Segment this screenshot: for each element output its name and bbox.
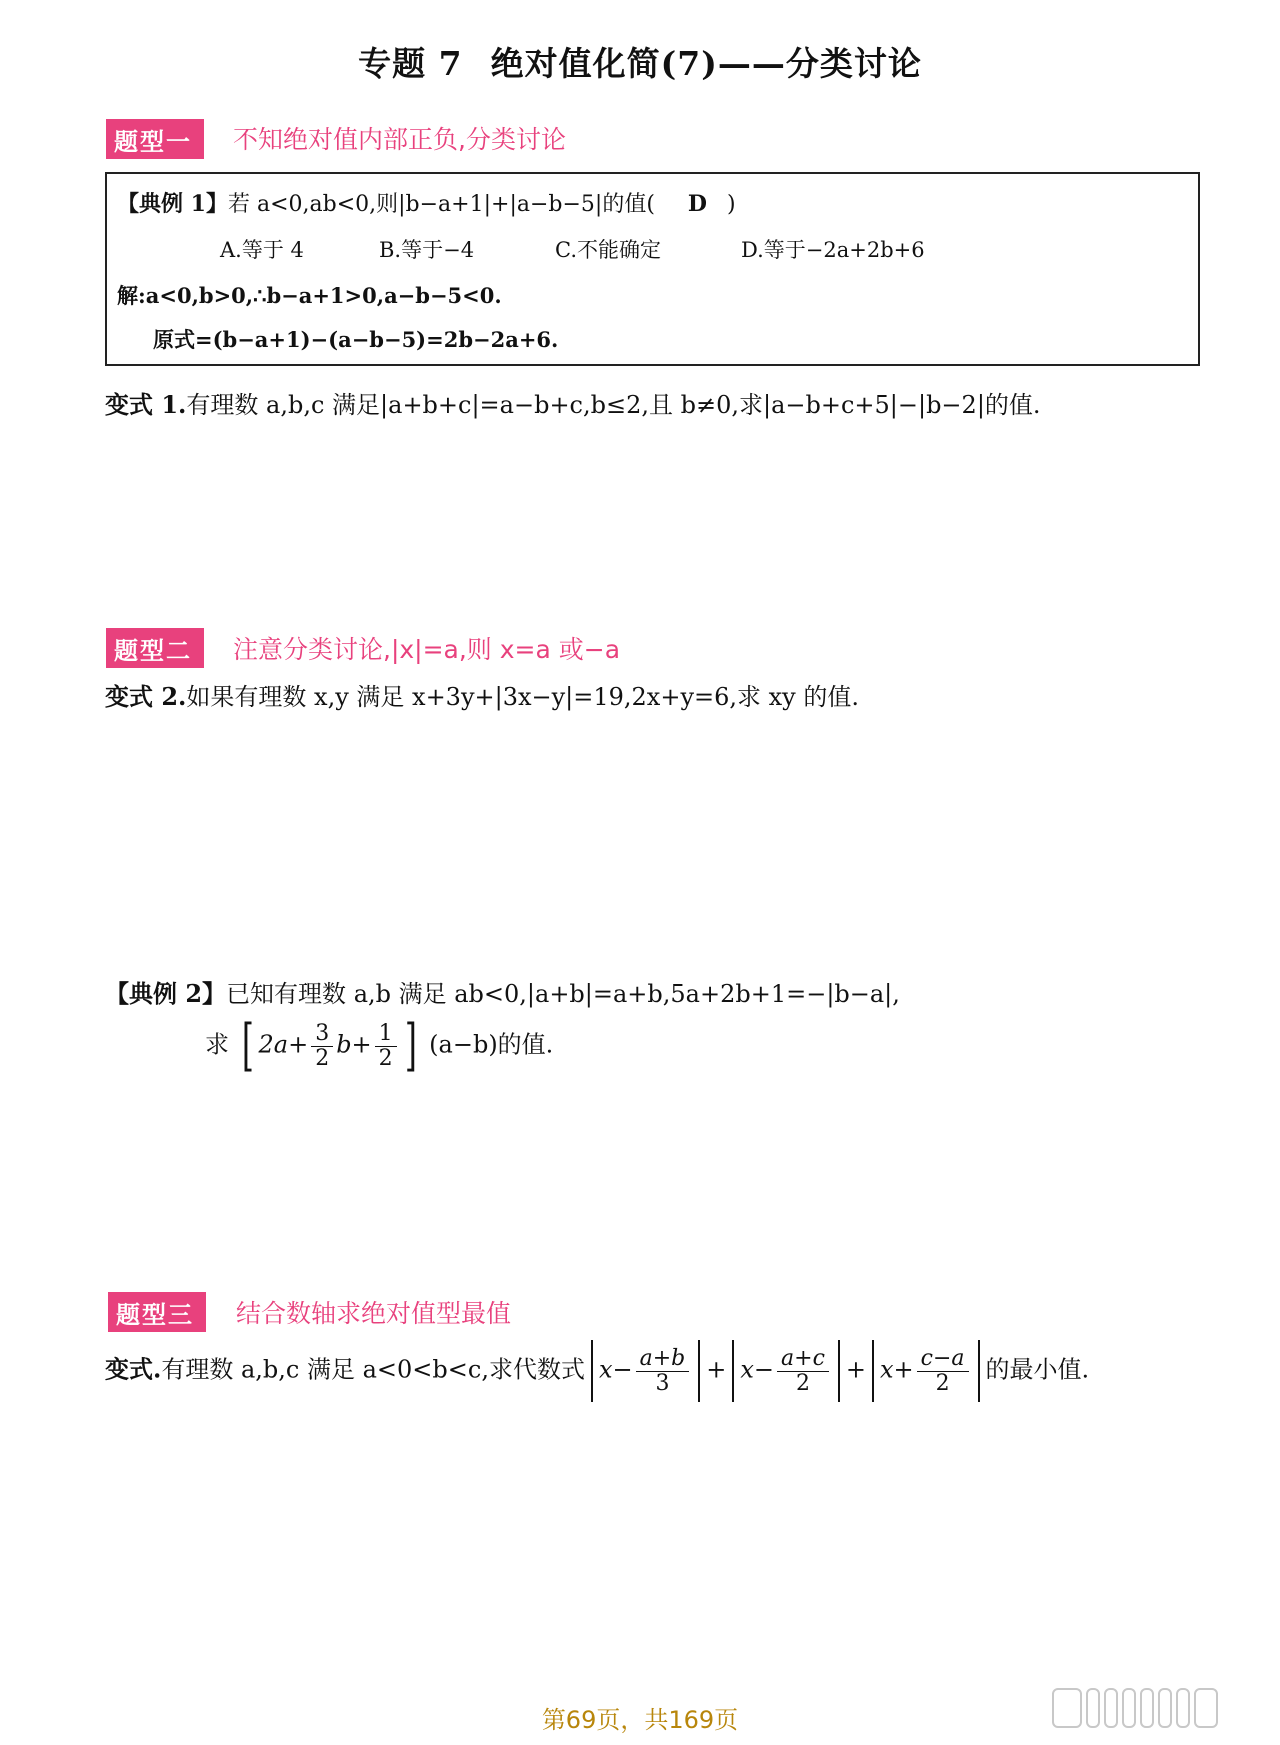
fraction-a-plus-c-over-2: $\frac{a+c}{2}$: [777, 1347, 829, 1394]
topic-number: 专题 7: [358, 44, 463, 83]
example2-ask: [205, 1013, 554, 1078]
variant3: [105, 1340, 1089, 1402]
term-x3: x+: [880, 1355, 914, 1384]
solution-label: 解:: [117, 283, 146, 308]
example1-label: 【典例 1】: [117, 191, 228, 217]
fraction-c-minus-a-over-2: $\frac{c-a}{2}$: [917, 1347, 969, 1394]
example2-term1: 2a+: [258, 1030, 309, 1059]
fraction-3-2: $\frac{3}{2}$: [311, 1022, 333, 1069]
term-x2: x−: [740, 1355, 775, 1384]
variant2: [105, 677, 859, 712]
example1-option-c: C.不能确定: [555, 238, 661, 262]
example1-question-text: 若 a<0,ab<0,则|b−a+1|+|a−b−5|的值(: [227, 192, 655, 217]
section3-desc: 结合数轴求绝对值型最值: [236, 1299, 512, 1328]
topic-title: 绝对值化简(7)——分类讨论: [490, 44, 922, 83]
example2-text: 已知有理数 a,b 满足 ab<0,|a+b|=a+b,5a+2b+1=−|b−a|,: [226, 980, 900, 1008]
abs-bar-icon: [591, 1340, 593, 1402]
page-footer: 第69页，共169页: [541, 1706, 739, 1734]
variant2-label: 变式 2.: [105, 682, 187, 711]
abs-bar-icon: [838, 1340, 840, 1402]
abs-bar-icon: [978, 1340, 980, 1402]
section2-desc: 注意分类讨论,|x|=a,则 x=a 或−a: [233, 635, 621, 664]
section1-desc: 不知绝对值内部正负,分类讨论: [233, 125, 566, 154]
example1-option-a: A.等于 4: [220, 238, 304, 262]
section2-tag: 题型二: [106, 628, 204, 668]
right-bracket-icon: ]: [404, 1013, 417, 1078]
fraction-1-2: $\frac{1}{2}$: [375, 1022, 397, 1069]
variant3-label: 变式.: [105, 1354, 162, 1384]
section3-tag: 题型三: [108, 1292, 206, 1332]
example1-box: [105, 172, 1200, 366]
example1-option-b: B.等于−4: [379, 238, 475, 262]
left-bracket-icon: [: [241, 1013, 254, 1078]
example2-term2: b+: [336, 1030, 372, 1059]
variant1-text: 有理数 a,b,c 满足|a+b+c|=a−b+c,b≤2,且 b≠0,求|a−b+c+5|−|b−2|的值.: [186, 391, 1041, 419]
variant1-label: 变式 1.: [105, 390, 187, 419]
plus-sign: +: [845, 1355, 867, 1384]
solution-line1: a<0,b>0,∴b−a+1>0,a−b−5<0.: [145, 283, 502, 308]
term-x1: x−: [598, 1355, 633, 1384]
abs-bar-icon: [732, 1340, 734, 1402]
variant1: [105, 385, 1041, 420]
fraction-a-plus-b-over-3: $\frac{a+b}{3}$: [636, 1347, 690, 1394]
example1-option-d: D.等于−2a+2b+6: [741, 238, 925, 262]
page-title: [0, 38, 1280, 85]
section1-tag: 题型一: [106, 119, 204, 159]
example1-question: [117, 187, 736, 218]
watermark-logo-icon: [1052, 1688, 1252, 1728]
example2-ask-prefix: 求: [205, 1030, 229, 1059]
example2-ask-suffix: (a−b)的值.: [429, 1030, 554, 1059]
example2-label: 【典例 2】: [105, 979, 227, 1008]
example1-solution: [117, 280, 502, 310]
solution-line2: 原式=(b−a+1)−(a−b−5)=2b−2a+6.: [153, 327, 559, 352]
variant3-text: 有理数 a,b,c 满足 a<0<b<c,求代数式: [161, 1355, 585, 1384]
example2: [105, 974, 900, 1009]
variant3-suffix: 的最小值.: [985, 1355, 1090, 1384]
plus-sign: +: [706, 1355, 727, 1384]
abs-bar-icon: [698, 1340, 700, 1402]
example1-answer: D: [687, 191, 707, 217]
abs-bar-icon: [872, 1340, 874, 1402]
variant2-text: 如果有理数 x,y 满足 x+3y+|3x−y|=19,2x+y=6,求 xy 的值.: [186, 683, 859, 711]
example1-close: ): [727, 192, 736, 217]
